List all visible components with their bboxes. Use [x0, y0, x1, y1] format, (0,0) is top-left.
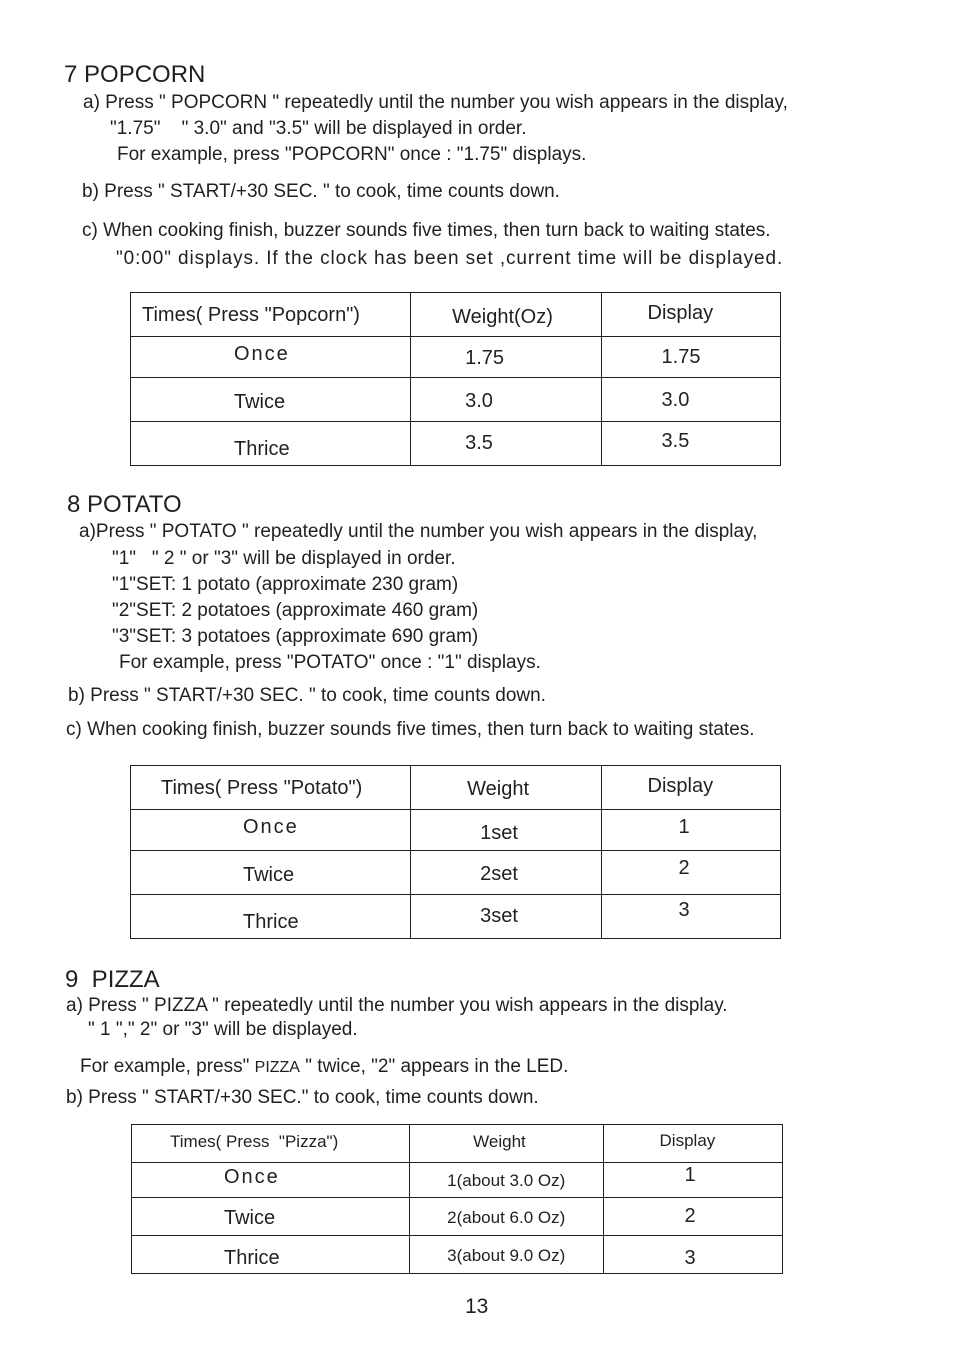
- table-row: [131, 422, 781, 466]
- weight-cell: 3set: [480, 905, 518, 927]
- times-cell: Twice: [234, 391, 286, 413]
- times-cell: Once: [234, 343, 290, 365]
- potato-step-c: c) When cooking finish, buzzer sounds five times, then turn back to waiting states.: [66, 719, 755, 740]
- pizza-heading: 9 PIZZA: [65, 966, 160, 993]
- weight-cell: 1set: [480, 822, 518, 844]
- pizza-example: [80, 1056, 568, 1079]
- table-row: [132, 1163, 783, 1198]
- table-header-row: [131, 293, 781, 337]
- table-row: [131, 895, 781, 939]
- display-cell: 2: [678, 857, 690, 879]
- col-header-times: Times( Press "Popcorn"): [142, 304, 360, 326]
- table-row: [131, 337, 781, 378]
- table-header-row: [131, 766, 781, 810]
- weight-cell: 3(about 9.0 Oz): [447, 1246, 566, 1265]
- popcorn-heading: 7 POPCORN: [64, 61, 206, 88]
- potato-step-a-line2: "1" " 2 " or "3" will be displayed in order.: [112, 548, 456, 569]
- weight-cell: 2(about 6.0 Oz): [447, 1208, 566, 1227]
- weight-cell: 2set: [480, 863, 518, 885]
- popcorn-step-b: b) Press " START/+30 SEC. " to cook, time counts down.: [82, 181, 560, 202]
- weight-cell: 3.0: [465, 390, 493, 412]
- table-row: [132, 1198, 783, 1236]
- popcorn-step-a-line1: a) Press " POPCORN " repeatedly until the number you wish appears in the display,: [83, 92, 788, 113]
- times-cell: Twice: [243, 864, 295, 886]
- times-cell: Once: [224, 1166, 280, 1188]
- display-cell: 1: [684, 1164, 696, 1186]
- popcorn-step-c-line2: "0:00" displays. If the clock has been set ,current time will be displayed.: [116, 248, 784, 269]
- col-header-times: Times( Press "Pizza"): [170, 1132, 339, 1151]
- pizza-example-key: PIZZA: [254, 1059, 300, 1076]
- pizza-step-a-line1: a) Press " PIZZA " repeatedly until the number you wish appears in the display.: [66, 995, 728, 1016]
- times-cell: Once: [243, 816, 299, 838]
- potato-set-1: "1"SET: 1 potato (approximate 230 gram): [112, 574, 459, 595]
- display-cell: 3: [678, 899, 690, 921]
- pizza-step-a-line2: " 1 "," 2" or "3" will be displayed.: [88, 1019, 358, 1040]
- popcorn-step-c-line1: c) When cooking finish, buzzer sounds five times, then turn back to waiting states.: [82, 220, 771, 241]
- col-header-display: Display: [647, 775, 714, 797]
- weight-cell: 1(about 3.0 Oz): [447, 1171, 566, 1190]
- display-cell: 2: [684, 1205, 696, 1227]
- col-header-times: Times( Press "Potato"): [161, 777, 363, 799]
- table-row: [131, 851, 781, 895]
- col-header-display: Display: [659, 1131, 716, 1150]
- potato-set-2: "2"SET: 2 potatoes (approximate 460 gram): [112, 600, 479, 621]
- display-cell: 3.5: [661, 430, 690, 452]
- weight-cell: 1.75: [465, 347, 505, 369]
- times-cell: Thrice: [234, 438, 290, 460]
- pizza-step-b: b) Press " START/+30 SEC." to cook, time counts down.: [66, 1087, 539, 1108]
- col-header-weight: Weight(Oz): [452, 306, 553, 328]
- potato-step-b: b) Press " START/+30 SEC. " to cook, time counts down.: [68, 685, 546, 706]
- potato-heading: 8 POTATO: [67, 491, 182, 518]
- table-row: [131, 810, 781, 851]
- pizza-example-prefix: For example, press": [80, 1056, 255, 1077]
- page-number: 13: [465, 1295, 489, 1318]
- pizza-example-suffix: " twice, "2" appears in the LED.: [299, 1056, 569, 1077]
- weight-cell: 3.5: [465, 432, 493, 454]
- table-row: [131, 378, 781, 422]
- potato-table: [130, 765, 781, 939]
- display-cell: 3.0: [661, 389, 690, 411]
- display-cell: 3: [684, 1247, 696, 1269]
- col-header-weight: Weight: [473, 1132, 526, 1151]
- popcorn-table: [130, 292, 781, 466]
- table-header-row: [132, 1125, 783, 1163]
- popcorn-step-a-example: For example, press "POPCORN" once : "1.75" displays.: [117, 144, 587, 165]
- times-cell: Twice: [224, 1207, 276, 1229]
- times-cell: Thrice: [224, 1247, 280, 1269]
- display-cell: 1: [678, 816, 690, 838]
- times-cell: Thrice: [243, 911, 299, 933]
- potato-set-3: "3"SET: 3 potatoes (approximate 690 gram): [112, 626, 479, 647]
- popcorn-step-a-line2: "1.75" " 3.0" and "3.5" will be displayed in order.: [110, 118, 527, 139]
- col-header-weight: Weight: [467, 778, 530, 800]
- display-cell: 1.75: [661, 346, 701, 368]
- col-header-display: Display: [647, 302, 714, 324]
- potato-step-a-line1: a)Press " POTATO " repeatedly until the number you wish appears in the display,: [79, 521, 758, 542]
- pizza-table: [131, 1124, 783, 1274]
- table-row: [132, 1236, 783, 1274]
- potato-step-a-example: For example, press "POTATO" once : "1" displays.: [119, 652, 541, 673]
